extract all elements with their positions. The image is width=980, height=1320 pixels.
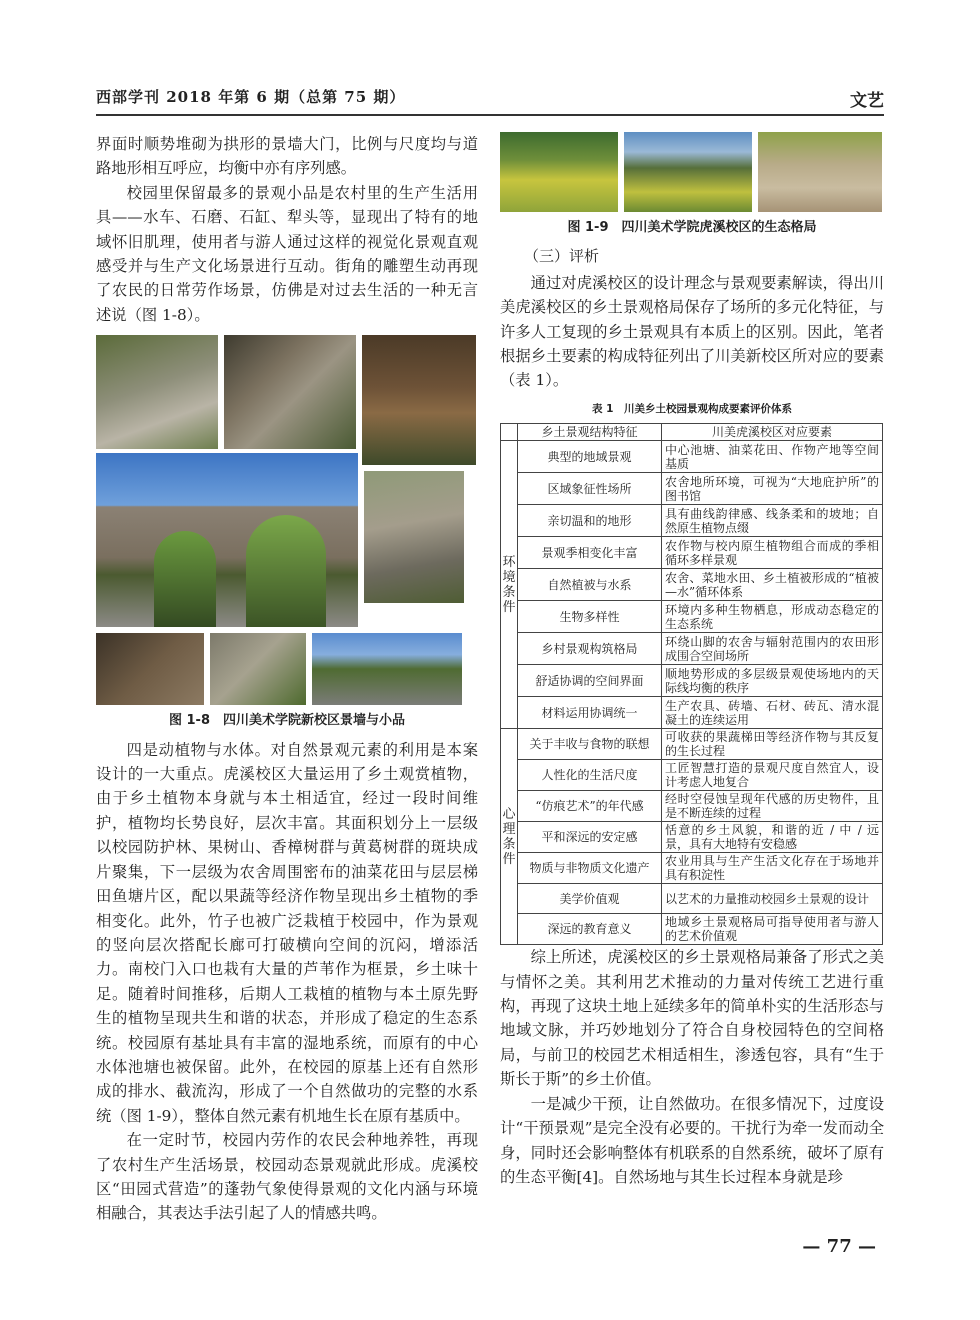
- table-header-cell: 乡土景观结构特征: [518, 424, 662, 441]
- table-row: [501, 884, 883, 914]
- figure-1-8: [96, 335, 478, 733]
- table-header-row: [501, 424, 883, 441]
- window-wall-photo: [364, 471, 464, 603]
- table-element-cell: 经时空侵蚀呈现年代感的历史物件，且是不断连续的过程: [662, 791, 883, 822]
- table-feature-cell: 舒适协调的空间界面: [518, 665, 662, 697]
- table-row: [501, 729, 883, 760]
- table-row: [501, 601, 883, 633]
- table-row: [501, 569, 883, 601]
- table-feature-cell: 关于丰收与食物的联想: [518, 729, 662, 760]
- field-ruins-photo: [758, 132, 882, 212]
- table-row: [501, 822, 883, 853]
- table-element-cell: 环境内多种生物栖息，形成动态稳定的生态系统: [662, 601, 883, 633]
- table-row: [501, 473, 883, 505]
- table-feature-cell: 亲切温和的地形: [518, 505, 662, 537]
- table-element-cell: 地域乡土景观格局可指导使用者与游人的艺术价值观: [662, 914, 883, 945]
- table-element-cell: 生产农具、砖墙、石材、砖瓦、清水混凝土的连续运用: [662, 697, 883, 729]
- table-feature-cell: 区域象征性场所: [518, 473, 662, 505]
- table-row: [501, 697, 883, 729]
- table-title: 表 1 川美乡土校园景观构成要素评价体系: [592, 402, 792, 415]
- table-feature-cell: 典型的地域景观: [518, 441, 662, 473]
- paragraph: 综上所述，虎溪校区的乡土景观格局兼备了形式之美与情怀之美。其利用艺术推动的力量对传统工艺进行重构，再现了这块土地上延续多年的简单朴实的生活形态与地域文脉，并巧妙地划分了符合自身校园特色的空间格局，与前卫的校园艺术相适相生，渗透包容，具有“生于斯长于斯”的乡土价值。: [500, 948, 884, 1089]
- table-feature-cell: 物质与非物质文化遗产: [518, 853, 662, 884]
- right-column: [500, 132, 884, 1189]
- paragraph: 校园里保留最多的景观小品是农村里的生产生活用具——水车、石磨、石缸、犁头等，显现出了特有的地域怀旧肌理，使用者与游人通过这样的视觉化景观直观感受并与生产文化场景进行互动。街角的雕塑生动再现了农民的日常劳作场景，仿佛是对过去生活的一种无言述说（图 1-8）。: [96, 183, 478, 324]
- table-feature-cell: 人性化的生活尺度: [518, 760, 662, 791]
- left-column: [96, 132, 478, 1226]
- table-row: [501, 914, 883, 945]
- journal-header: 西部学刊 2018 年第 6 期（总第 75 期）: [96, 88, 406, 106]
- table-row: [501, 505, 883, 537]
- table-element-cell: 可收获的果蔬梯田等经济作物与其反复的生长过程: [662, 729, 883, 760]
- paragraph: 通过对虎溪校区的设计理念与景观要素解读，得出川美虎溪校区的乡土景观格局保存了场所的多元化特征，与许多人工复现的乡土景观具有本质上的区别。因此，笔者根据乡土要素的构成特征列出了川美新校区所对应的要素（表 1）。: [500, 273, 884, 390]
- table-row: [501, 791, 883, 822]
- table-row: [501, 633, 883, 665]
- table-row: [501, 760, 883, 791]
- table-element-cell: 中心池塘、油菜花田、作物产地等空间基质: [662, 441, 883, 473]
- table-feature-cell: 自然植被与水系: [518, 569, 662, 601]
- stone-arch-gate-photo: [96, 453, 358, 627]
- corridor-photo: [96, 633, 204, 705]
- page-number: — 77 —: [802, 1236, 876, 1257]
- road-gate-photo: [312, 633, 462, 705]
- table-element-cell: 农作物与校内原生植物组合而成的季相循环多样景观: [662, 537, 883, 569]
- table-element-cell: 农舍、菜地水田、乡土植被形成的“植被—水”循环体系: [662, 569, 883, 601]
- table-element-cell: 环绕山脚的农舍与辐射范围内的农田形成围合空间场所: [662, 633, 883, 665]
- table-element-cell: 以艺术的力量推动校园乡土景观的设计: [662, 884, 883, 914]
- table-element-cell: 农业用具与生产生活文化存在于场地并具有积淀性: [662, 853, 883, 884]
- table-feature-cell: 生物多样性: [518, 601, 662, 633]
- table-feature-cell: 深远的教育意义: [518, 914, 662, 945]
- table-element-cell: 顺地势形成的多层级景观使场地内的天际线均衡的秩序: [662, 665, 883, 697]
- paragraph: 界面时顺势堆砌为拱形的景墙大门，比例与尺度均与道路地形相互呼应，均衡中亦有序列感。: [96, 135, 478, 178]
- table-element-cell: 恬意的乡土风貌，和谐的近 / 中 / 远景，具有大地特有安稳感: [662, 822, 883, 853]
- paragraph: 四是动植物与水体。对自然景观元素的利用是本案设计的一大重点。虎溪校区大量运用了乡土观赏植物，由于乡土植物本身就与本土相适宜，经过一段时间维护，植物均长势良好，层次丰富。其面积划分上一层级以校园防护林、果树山、香樟树群与黄葛树群的斑块成片聚集，下一层级为农舍周围密布的油菜花田与层层梯田鱼塘片区，配以果蔬等经济作物呈现出乡土植物的季相变化。此外，竹子也被广泛栽植于校园中，作为景观的竖向层次搭配长廊可打破横向空间的沉闷，增添活力。南校门入口也栽有大量的芦苇作为框景，乡土味十足。随着时间推移，后期人工栽植的植物与本土原先野生的植物呈现共生和谐的状态，并形成了稳定的生态系统。校园原有基址具有丰富的湿地系统，而原有的中心水体池塘也被保留。此外，在校园的原基上还有自然形成的排水、截流沟，形成了一个自然做功的完整的水系统（图 1-9），整体自然元素有机地生长在原有基质中。: [96, 740, 478, 1125]
- millstone-photo: [210, 633, 306, 705]
- table-feature-cell: “仿痕艺术”的年代感: [518, 791, 662, 822]
- table-group-label: 环境条件: [501, 441, 518, 729]
- figure-caption: 图 1-8 四川美术学院新校区景墙与小品: [168, 713, 405, 729]
- table-feature-cell: 平和深远的安定感: [518, 822, 662, 853]
- table-feature-cell: 景观季相变化丰富: [518, 537, 662, 569]
- subheading: （三）评析: [524, 247, 600, 266]
- table-row: [501, 853, 883, 884]
- table-corner: [501, 424, 518, 441]
- sculpture-photo: [96, 335, 218, 449]
- table-element-cell: 农舍地所环境，可视为“大地庇护所”的图书馆: [662, 473, 883, 505]
- table-feature-cell: 乡村景观构筑格局: [518, 633, 662, 665]
- evaluation-table: [500, 423, 883, 945]
- figure-caption: 图 1-9 四川美术学院虎溪校区的生态格局: [567, 220, 817, 235]
- wooden-door-photo: [362, 335, 476, 465]
- table-group-label: 心理条件: [501, 729, 518, 945]
- campus-hillside-photo: [624, 132, 752, 212]
- table-element-cell: 具有曲线韵律感、线条柔和的坡地；自然原生植物点缀: [662, 505, 883, 537]
- table-row: [501, 441, 883, 473]
- table-row: [501, 665, 883, 697]
- section-label: 文艺: [850, 91, 884, 111]
- table-feature-cell: 材料运用协调统一: [518, 697, 662, 729]
- paragraph: 一是减少干预，让自然做功。在很多情况下，过度设计“干预景观”是完全没有必要的。干扰行为牵一发而动全身，同时还会影响整体有机联系的自然系统，破坏了原有的生态平衡[4]。自然场地与其生长过程本身就是珍: [500, 1094, 884, 1186]
- table-header-cell: 川美虎溪校区对应要素: [662, 424, 883, 441]
- table-feature-cell: 美学价值观: [518, 884, 662, 914]
- table-element-cell: 工匠智慧打造的景观尺度自然宜人，设计考虑人地复合: [662, 760, 883, 791]
- figure-1-9: [500, 132, 884, 240]
- paragraph: 在一定时节，校园内劳作的农民会种地养牲，再现了农村生产生活场景，校园动态景观就此形成。虎溪校区“田园式营造”的蓬勃气象使得景观的文化内涵与环境相融合，其表达手法引起了人的情感共鸣。: [96, 1131, 478, 1223]
- stone-wall-photo: [224, 335, 356, 449]
- table-row: [501, 537, 883, 569]
- header-rule: [96, 114, 884, 116]
- rapeseed-field-photo: [500, 132, 618, 212]
